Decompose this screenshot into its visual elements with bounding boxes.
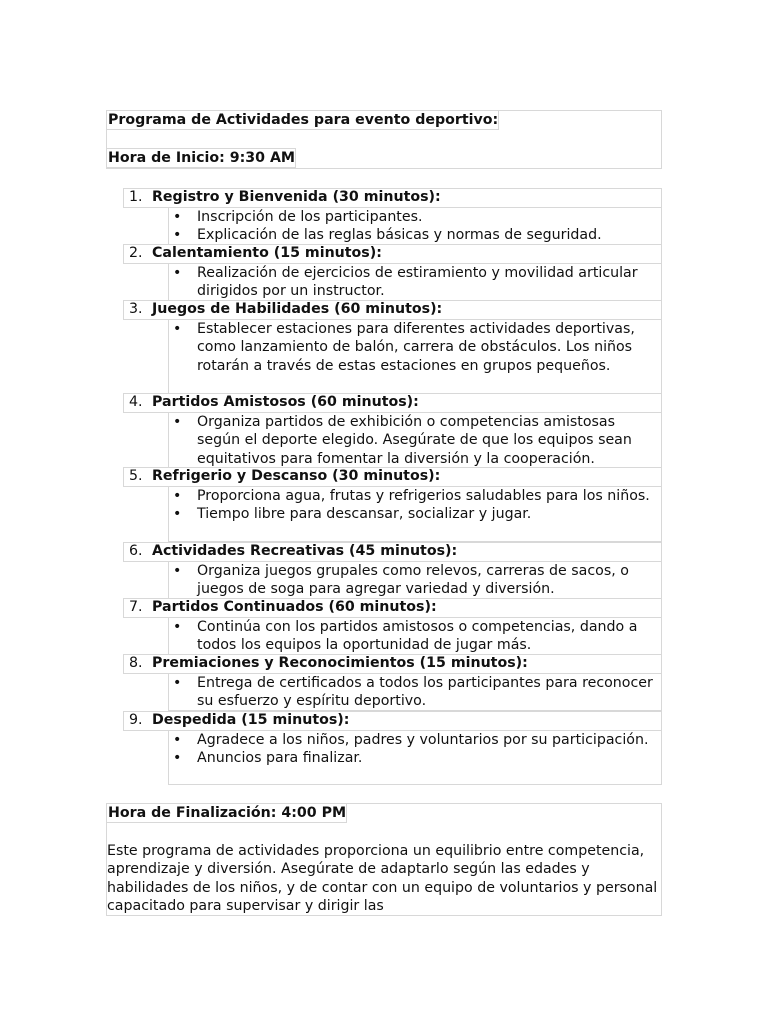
list-item xyxy=(169,264,661,301)
activity-number: 9. xyxy=(129,712,143,728)
document-title: Programa de Actividades para evento deportivo: xyxy=(108,112,499,128)
bullet-text: Agradece a los niños, padres y voluntarios por su participación. xyxy=(197,732,649,748)
list-item xyxy=(169,749,661,767)
bullet-icon: • xyxy=(173,321,182,337)
activity-title: Refrigerio y Descanso (30 minutos): xyxy=(152,468,441,484)
end-time: Hora de Finalización: 4:00 PM xyxy=(108,805,347,821)
list-item xyxy=(169,320,661,375)
bullet-text: Inscripción de los participantes. xyxy=(197,209,423,225)
bullet-text: Anuncios para finalizar. xyxy=(197,750,363,767)
list-item xyxy=(169,505,661,523)
bullet-text: Realización de ejercicios de estiramiento y movilidad articular dirigidos por un instructor. xyxy=(197,265,638,300)
activity-title: Premiaciones y Reconocimientos (15 minutos): xyxy=(152,655,528,671)
activity-details xyxy=(168,412,662,468)
list-item xyxy=(169,731,661,749)
activity-details xyxy=(168,617,662,655)
bullet-text: Proporciona agua, frutas y refrigerios saludables para los niños. xyxy=(197,488,650,504)
bullet-icon: • xyxy=(173,732,182,748)
activity-number: 3. xyxy=(129,301,143,317)
activity-details xyxy=(168,319,662,394)
activity-number: 5. xyxy=(129,468,143,484)
activity-number: 2. xyxy=(129,245,143,261)
activity-details xyxy=(168,673,662,711)
activity-number: 7. xyxy=(129,599,143,615)
activity-details xyxy=(168,207,662,245)
bullet-text: Continúa con los partidos amistosos o competencias, dando a todos los equipos la oportunidad de jugar más. xyxy=(197,619,638,654)
activity-title: Partidos Amistosos (60 minutos): xyxy=(152,394,419,410)
activity-number: 8. xyxy=(129,655,143,671)
bullet-text: Tiempo libre para descansar, socializar y jugar. xyxy=(197,506,532,523)
bullet-icon: • xyxy=(173,675,182,691)
bullet-text: Establecer estaciones para diferentes actividades deportivas, como lanzamiento de balón, carrera de obstáculos. Los niños rotarán a través de estas estaciones en grupos pequeños. xyxy=(197,321,635,374)
bullet-icon: • xyxy=(173,619,182,635)
start-time: Hora de Inicio: 9:30 AM xyxy=(108,150,296,166)
activity-title: Partidos Continuados (60 minutos): xyxy=(152,599,437,615)
bullet-icon: • xyxy=(173,209,182,225)
activity-details xyxy=(168,561,662,599)
list-item xyxy=(169,674,661,711)
activity-title: Calentamiento (15 minutos): xyxy=(152,245,382,261)
activity-title: Juegos de Habilidades (60 minutos): xyxy=(152,301,443,317)
bullet-icon: • xyxy=(173,563,182,579)
activity-title: Actividades Recreativas (45 minutos): xyxy=(152,543,458,559)
list-item xyxy=(169,208,661,226)
bullet-icon: • xyxy=(173,488,182,504)
bullet-text: Organiza juegos grupales como relevos, carreras de sacos, o juegos de soga para agregar variedad y diversión. xyxy=(197,563,629,598)
activity-title: Despedida (15 minutos): xyxy=(152,712,350,728)
list-item xyxy=(169,618,661,655)
activity-number: 4. xyxy=(129,394,143,410)
activity-number: 6. xyxy=(129,543,143,559)
bullet-icon: • xyxy=(173,506,182,523)
bullet-text: Organiza partidos de exhibición o competencias amistosas según el deporte elegido. Asegúrate de que los equipos sean equitativos para fomentar la diversión y la cooperación. xyxy=(197,414,632,467)
list-item xyxy=(169,226,661,244)
bullet-text: Entrega de certificados a todos los participantes para reconocer su esfuerzo y espíritu deportivo. xyxy=(197,675,653,710)
activity-details xyxy=(168,486,662,542)
list-item xyxy=(169,562,661,599)
bullet-icon: • xyxy=(173,227,182,244)
bullet-icon: • xyxy=(173,265,182,281)
bullet-text: Explicación de las reglas básicas y normas de seguridad. xyxy=(197,227,602,244)
activity-title: Registro y Bienvenida (30 minutos): xyxy=(152,189,441,205)
activity-details xyxy=(168,730,662,785)
list-item xyxy=(169,487,661,505)
bullet-icon: • xyxy=(173,750,182,767)
activity-number: 1. xyxy=(129,189,143,205)
closing-paragraph: Este programa de actividades proporciona un equilibrio entre competencia, aprendizaje y diversión. Asegúrate de adaptarlo según las edades y habilidades de los niños, y de contar con un equipo de voluntarios y personal capacitado para supervisar y dirigir las xyxy=(107,843,658,915)
bullet-icon: • xyxy=(173,414,182,430)
activity-details xyxy=(168,263,662,301)
list-item xyxy=(169,413,661,468)
